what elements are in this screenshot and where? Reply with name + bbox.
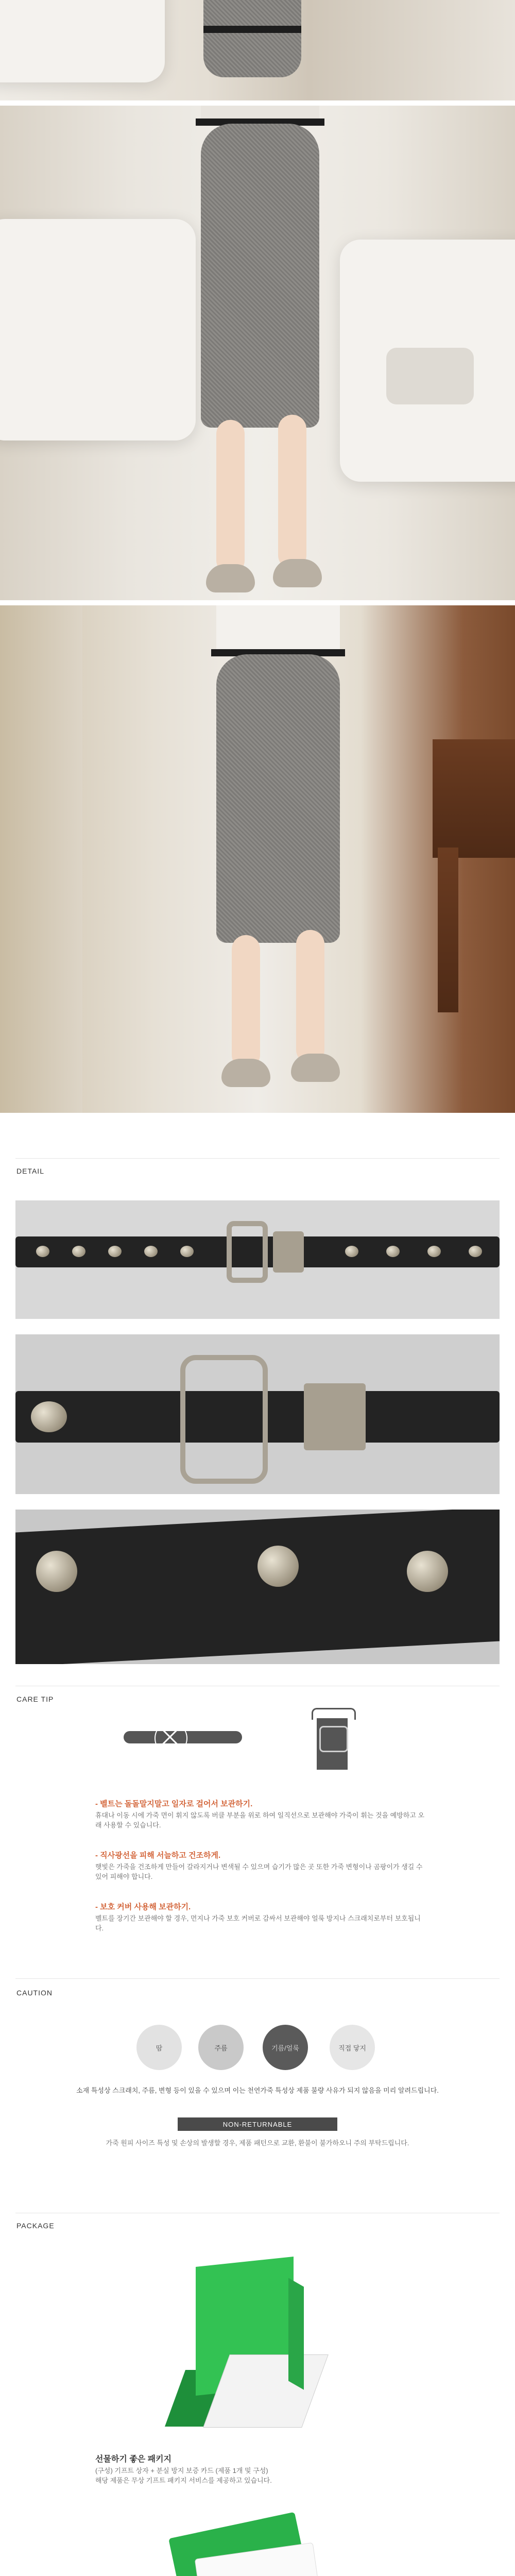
belt-stud xyxy=(108,1246,122,1257)
top-image xyxy=(216,605,340,654)
hanging-belt-illustration xyxy=(299,1708,366,1770)
curtain-image xyxy=(0,605,82,1113)
care-tip-body-2: 햇빛은 가죽을 건조하게 만들어 갈라지거나 변색될 수 있으며 습기가 많은 곳 또한 가죽 변형이나 곰팡이가 생길 수 있어 피해야 합니다. xyxy=(95,1863,423,1880)
section-divider xyxy=(15,1978,500,1979)
belt-detail-image-3 xyxy=(15,1510,500,1664)
package-box-heading: 선물하기 좋은 패키지 xyxy=(95,2455,171,2464)
belt-stud xyxy=(36,1551,77,1592)
cushion-image xyxy=(386,348,474,404)
belt-buckle xyxy=(227,1221,268,1283)
belt-stud xyxy=(180,1246,194,1257)
shoe-image xyxy=(291,1054,340,1082)
belt-stud xyxy=(345,1246,358,1257)
caution-sweat-circle: 땀 xyxy=(136,2025,182,2070)
sofa-image xyxy=(0,219,196,440)
pants-image xyxy=(203,0,301,77)
cabinet-image xyxy=(433,739,515,858)
detail-title: DETAIL xyxy=(16,1167,44,1175)
shoe-image xyxy=(206,564,255,592)
warranty-card-illustration xyxy=(170,2514,330,2576)
cabinet-image xyxy=(438,848,458,1012)
leg-image xyxy=(216,420,245,574)
gift-box-side xyxy=(288,2278,304,2389)
caution-description: 소재 특성상 스크래치, 주름, 변형 등이 있을 수 있으며 이는 천연가죽 특성상 제품 불량 사유가 되지 않음을 미리 알려드립니다. xyxy=(76,2087,439,2094)
pants-image xyxy=(216,654,340,943)
belt-stud xyxy=(36,1246,49,1257)
leg-image xyxy=(296,930,324,1064)
caution-oil-circle: 기름/얼룩 xyxy=(263,2025,308,2070)
pants-image xyxy=(201,124,319,428)
belt-stud xyxy=(31,1401,67,1432)
belt-stud xyxy=(386,1246,400,1257)
belt-detail-image-1 xyxy=(15,1200,500,1319)
belt-buckle xyxy=(319,1726,348,1752)
shoe-image xyxy=(273,559,322,587)
product-photo-1 xyxy=(0,0,515,100)
belt-stud xyxy=(469,1246,482,1257)
care-tip-heading-2: - 직사광선을 피해 서늘하고 건조하게. xyxy=(95,1851,221,1860)
product-photo-2 xyxy=(0,106,515,600)
shoe-image xyxy=(221,1059,270,1087)
caution-contact-circle: 직접 닿지 xyxy=(330,2025,375,2070)
care-tip-title: CARE TIP xyxy=(16,1695,54,1703)
care-tip-heading-3: - 보호 커버 사용해 보관하기. xyxy=(95,1903,191,1911)
leg-image xyxy=(232,935,260,1069)
gift-box-illustration xyxy=(170,2251,324,2442)
non-returnable-description: 가죽 원피 사이즈 특성 및 손상의 발생할 경우, 제품 패턴으로 교환, 환불이 불가하오니 주의 부탁드립니다. xyxy=(106,2139,409,2147)
package-title: PACKAGE xyxy=(16,2222,55,2230)
belt-stud xyxy=(427,1246,441,1257)
belt-stud xyxy=(144,1246,158,1257)
care-tip-body-3: 벨트를 장기간 보관해야 할 경우, 먼지나 가죽 보호 커버로 감싸서 보관해야 얼룩 방지나 스크래치로부터 보호됩니다. xyxy=(95,1914,421,1932)
belt-keeper xyxy=(304,1383,366,1450)
caution-title: CAUTION xyxy=(16,1989,53,1997)
care-tip-body-1: 휴대나 이동 시에 가죽 면이 휘지 않도록 버클 부분을 위로 하여 일직선으로 보관해야 가죽이 휘는 것을 예방하고 오래 사용할 수 있습니다. xyxy=(95,1811,425,1829)
belt-detail-image-2 xyxy=(15,1334,500,1494)
leg-image xyxy=(278,415,306,569)
sofa-image xyxy=(0,0,165,82)
belt-stud xyxy=(72,1246,85,1257)
belt-buckle xyxy=(180,1355,268,1484)
rolled-belt-x-illustration xyxy=(124,1721,242,1762)
non-returnable-banner: NON-RETURNABLE xyxy=(178,2117,337,2131)
product-photo-3 xyxy=(0,605,515,1113)
belt-stud xyxy=(407,1551,448,1592)
belt-keeper xyxy=(273,1231,304,1273)
belt-stud xyxy=(258,1546,299,1587)
care-tip-heading-1: - 벨트는 돌돌말지말고 일자로 걸어서 보관하기. xyxy=(95,1800,253,1808)
section-divider xyxy=(15,1158,500,1159)
package-box-body: (구성) 기프트 상자 + 분실 방지 보증 카드 (제품 1개 및 구성) 해당 제품은 무상 기프트 패키지 서비스를 제공하고 있습니다. xyxy=(95,2467,272,2484)
caution-wrinkle-circle: 주름 xyxy=(198,2025,244,2070)
belt-image xyxy=(203,26,301,33)
